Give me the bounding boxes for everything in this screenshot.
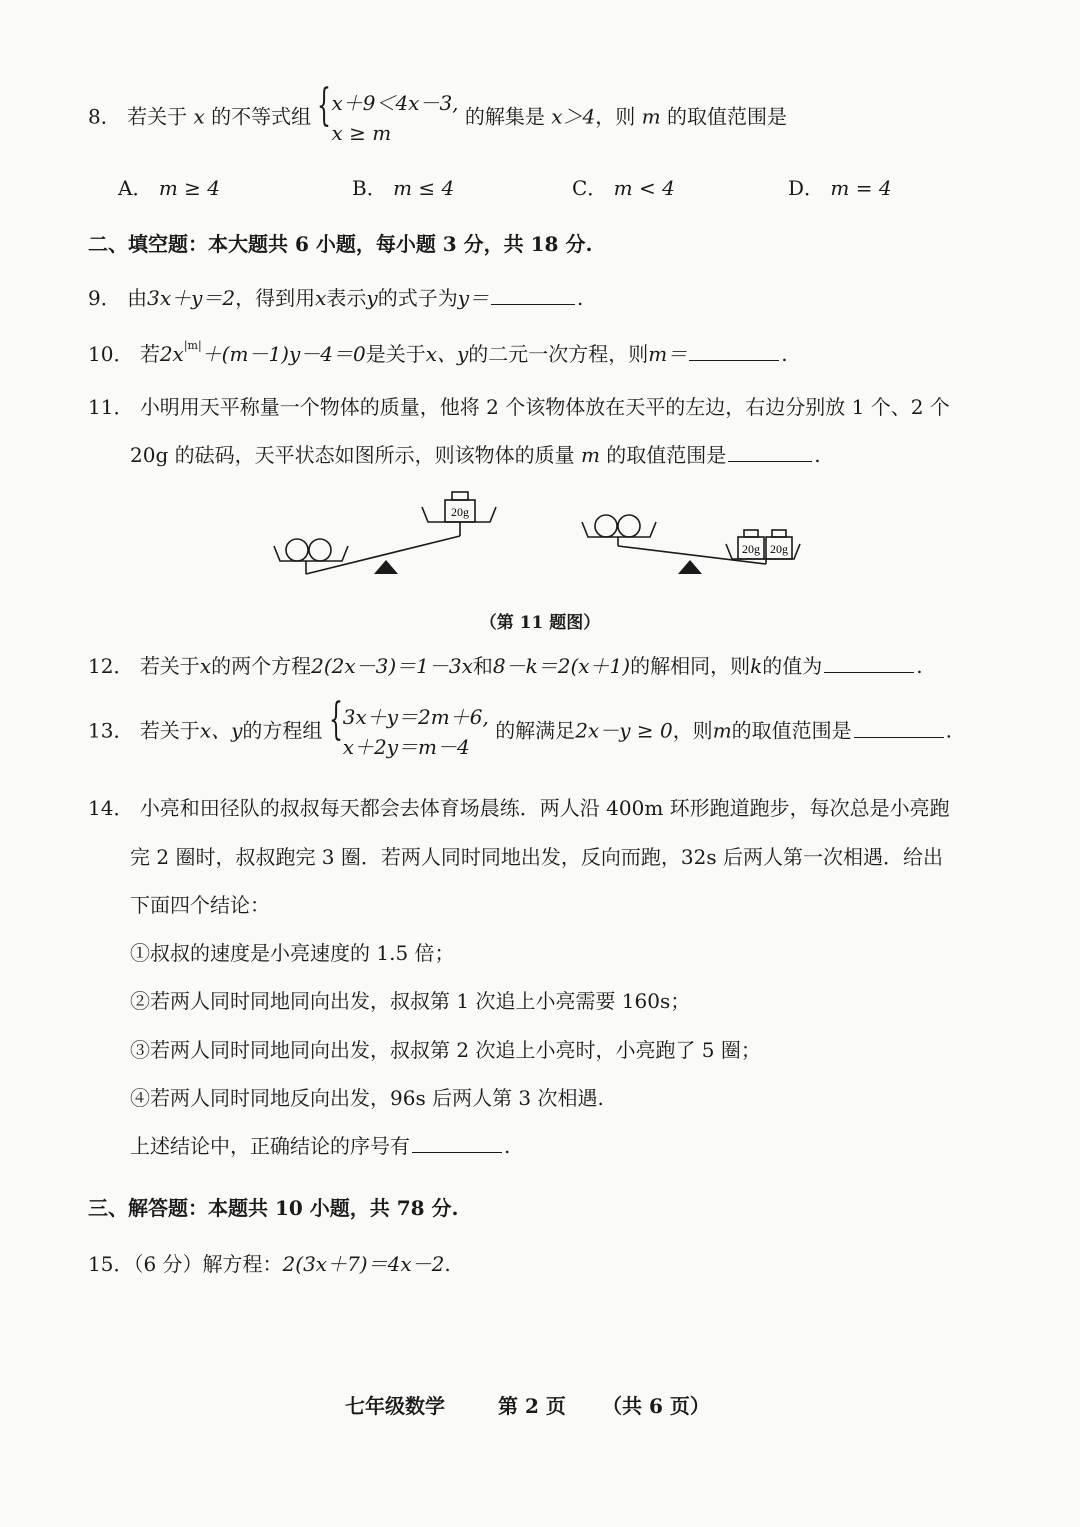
q10: 10． 若$2x^{|m|}+(m-1)y-4=0$是关于x、y的二元一次方程，则m＝ . [88, 339, 788, 366]
footer-total: （共 6 页） [602, 1394, 710, 1418]
answer-blank [689, 342, 779, 361]
option-a: A． m ≥ 4 [118, 176, 220, 200]
q14-conclusion-3: ③若两人同时同地同向出发，叔叔第 2 次追上小亮时，小亮跑了 5 圈； [130, 1038, 761, 1062]
q9: 9． 由3x＋y＝2，得到用x表示y的式子为y＝ . [88, 286, 584, 310]
q8: 8． 若关于 x 的不等式组 { x＋9＜4x－3, x ≥ m 的解集是 x＞4，则 m 的取值范围是 [88, 88, 787, 148]
q14-prompt: 上述结论中，正确结论的序号有 . [130, 1134, 511, 1158]
q14-line3: 下面四个结论： [130, 893, 270, 917]
q8-inequality-system: { x＋9＜4x－3, x ≥ m [317, 80, 459, 145]
object-circle [595, 515, 617, 537]
balance-figure-1 [270, 486, 510, 586]
answer-blank [491, 286, 575, 305]
footer-subject: 七年级数学 [345, 1394, 445, 1418]
q13-equation-system: { 3x＋y＝2m＋6, x＋2y＝m－4 [328, 694, 489, 759]
balance-figure-2 [578, 486, 818, 586]
fulcrum [374, 560, 398, 574]
q11-line1: 11． 小明用天平称量一个物体的质量，他将 2 个该物体放在天平的左边，右边分别放 1 个、2 个 [88, 395, 950, 419]
weight-label: 20g [770, 542, 788, 556]
answer-blank [854, 719, 944, 738]
q14-conclusion-1: ①叔叔的速度是小亮速度的 1.5 倍； [130, 941, 455, 965]
footer-page: 第 2 页 [498, 1394, 566, 1418]
q14-line1: 14． 小亮和田径队的叔叔每天都会去体育场晨练．两人沿 400m 环形跑道跑步，每次总是小亮跑 [88, 796, 950, 820]
object-circle [286, 539, 308, 561]
q8-number: 8． [88, 104, 121, 129]
object-circle [618, 515, 640, 537]
q15: 15．（6 分）解方程：2(3x＋7)＝4x－2. [88, 1252, 451, 1276]
weight-label: 20g [742, 542, 760, 556]
figure-caption: （第 11 题图） [479, 613, 601, 633]
answer-blank [412, 1134, 502, 1153]
section-heading-fill-in: 二、填空题：本大题共 6 小题，每小题 3 分，共 18 分. [88, 232, 593, 256]
q11-line2: 20g 的砝码，天平状态如图所示，则该物体的质量 m 的取值范围是 . [130, 443, 821, 467]
q14-conclusion-2: ②若两人同时同地同向出发，叔叔第 1 次追上小亮需要 160s； [130, 989, 691, 1013]
q13: 13． 若关于x、y的方程组 { 3x＋y＝2m＋6, x＋2y＝m－4 的解满足2x－y ≥ 0，则m的取值范围是 . [88, 702, 952, 762]
object-circle [309, 539, 331, 561]
option-d: D． m = 4 [788, 176, 892, 200]
weight-label: 20g [451, 505, 469, 519]
section-heading-solve: 三、解答题：本题共 10 小题，共 78 分. [88, 1196, 459, 1220]
q14-conclusion-4: ④若两人同时同地反向出发，96s 后两人第 3 次相遇. [130, 1086, 604, 1110]
q14-line2: 完 2 圈时，叔叔跑完 3 圈．若两人同时同地出发，反向而跑，32s 后两人第一次相遇．给出 [130, 845, 943, 869]
option-b: B． m ≤ 4 [352, 176, 455, 200]
option-c: C． m < 4 [572, 176, 675, 200]
fulcrum [678, 560, 702, 574]
q12: 12． 若关于x的两个方程2(2x－3)＝1－3x和8－k＝2(x＋1)的解相同，则k的值为 . [88, 654, 923, 678]
answer-blank [728, 443, 812, 462]
answer-blank [824, 654, 914, 673]
